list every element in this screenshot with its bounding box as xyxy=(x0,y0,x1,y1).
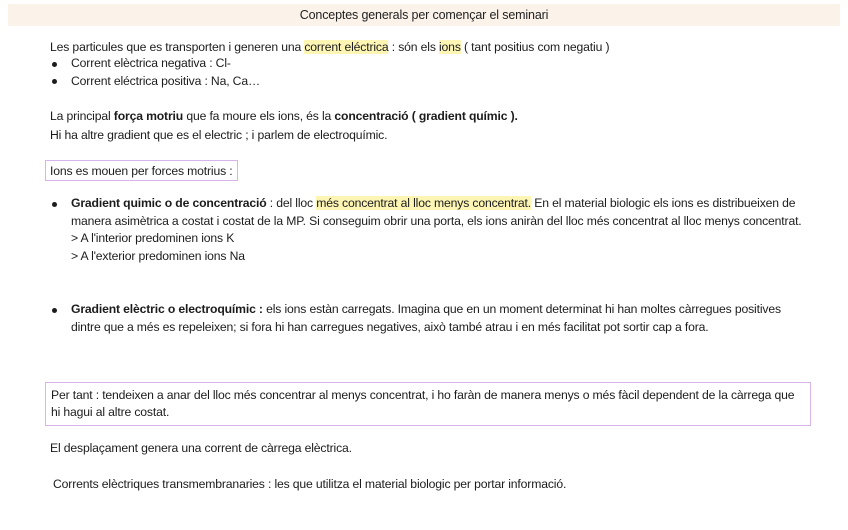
interior-ions-note: > A l'interior predominen ions K xyxy=(71,231,235,245)
bold-forca-motriu: força motriu xyxy=(113,109,184,123)
conclusion-box xyxy=(45,382,811,426)
list-item: Corrent eléctrica positiva : Na, Ca… xyxy=(50,73,260,91)
highlight-corrent: corrent eléctrica xyxy=(304,40,389,54)
intro-text: : són els xyxy=(388,40,439,54)
page-title xyxy=(8,4,840,26)
highlight-concentrat: més concentrat al lloc menys concentrat. xyxy=(316,196,532,210)
electric-gradient-title: Gradient elèctric o electroquímic : xyxy=(71,302,263,316)
exterior-ions-note: > A l'exterior predominen ions Na xyxy=(71,248,245,263)
chemical-gradient-title: Gradient quimic o de concentració xyxy=(71,196,267,210)
electric-gradient-note: Hi ha altre gradient que es el electric ; i parlem de electroquímic. xyxy=(50,128,388,142)
chemical-gradient-text: : del lloc xyxy=(266,196,317,210)
forces-label-box xyxy=(45,160,238,181)
chemical-gradient-item xyxy=(50,195,811,265)
bold-concentracio: concentració ( gradient químic ). xyxy=(334,109,518,123)
list-item: Corrent elèctrica negativa : Cl- xyxy=(50,55,260,73)
conclusion-text: Per tant : tendeixen a anar del lloc més concentrar al menys concentrat, i ho faràn de manera menys o més fàcil dependent de la càrrega que hi hagui al altre costat. xyxy=(51,388,795,419)
charges-list xyxy=(50,55,260,90)
intro-text: Les particules que es transporten i generen una xyxy=(50,40,305,54)
electric-gradient-item xyxy=(50,301,811,336)
force-text: La principal xyxy=(50,109,114,123)
displacement-line: El desplaçament genera una corrent de càrrega elèctrica. xyxy=(50,441,352,455)
chemical-gradient-text: En el material biologic els ions es distribueixen de manera asimètrica a costat i costat de la MP. Si conseguim obrir una porta, els ions aniràn del lloc més concentrat al lloc menys concentrat. xyxy=(71,196,802,228)
force-text: que fa moure els ions, és la xyxy=(183,109,335,123)
transmembrane-line: Corrents elèctriques transmembranaries : les que utilitza el material biologic per portar informació. xyxy=(53,477,567,491)
force-line xyxy=(50,108,518,124)
electric-gradient-text: els ions estàn carregats. Imagina que en un moment determinat hi han moltes càrregues positives dintre que a més es repeleixen; si fora hi han carregues negatives, això també atrau i en més facilitat pot sortir cap a fora. xyxy=(71,302,781,334)
page-title-text: Conceptes generals per començar el seminari xyxy=(299,8,549,22)
intro-text: ( tant positius com negatiu ) xyxy=(460,40,610,54)
highlight-ions: ions xyxy=(439,40,461,54)
forces-label: Ions es mouen per forces motrius : xyxy=(50,163,233,178)
intro-line xyxy=(50,39,609,55)
